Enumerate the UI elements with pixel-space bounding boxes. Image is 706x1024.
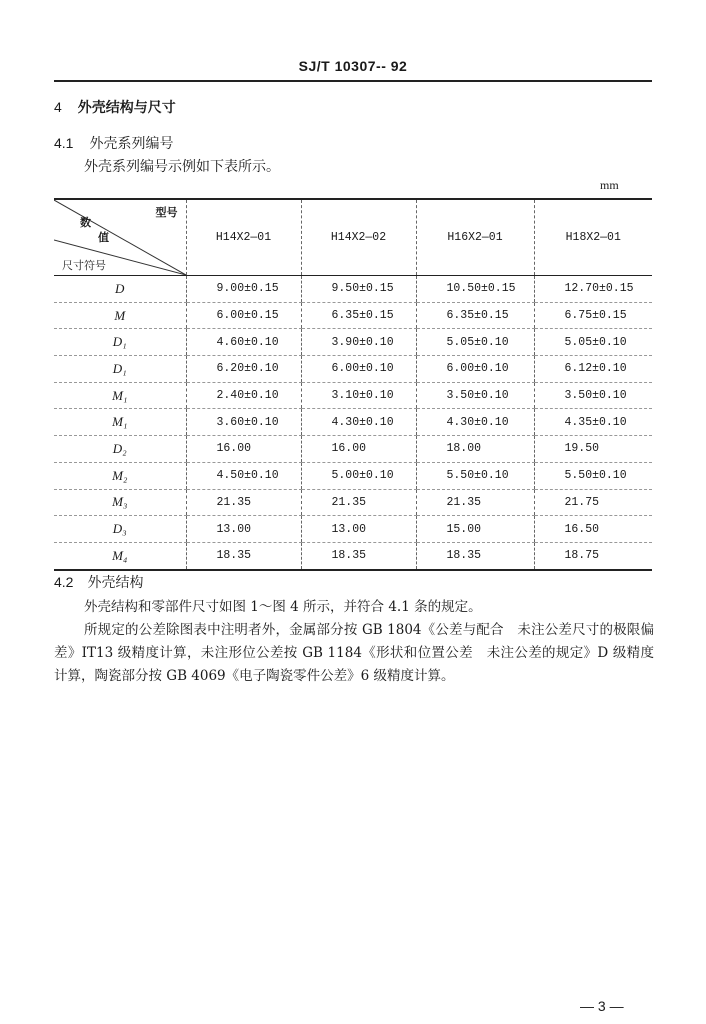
value-cell: 4.50±0.10 bbox=[186, 462, 301, 489]
value-cell: 3.10±0.10 bbox=[301, 382, 416, 409]
corner-label-value-2: 值 bbox=[98, 231, 109, 244]
value-cell: 18.35 bbox=[416, 542, 534, 569]
unit-label: mm bbox=[600, 178, 619, 192]
value-cell: 21.35 bbox=[416, 489, 534, 516]
table-row bbox=[54, 356, 652, 383]
value-cell: 18.75 bbox=[534, 542, 652, 569]
corner-label-symbol: 尺寸符号 bbox=[62, 259, 106, 272]
corner-label-model: 型号 bbox=[155, 206, 178, 219]
table-row bbox=[54, 516, 652, 543]
column-header: H14X2—02 bbox=[301, 199, 416, 276]
column-header: H14X2—01 bbox=[186, 199, 301, 276]
section-title: 外壳结构 bbox=[87, 575, 144, 591]
section-title: 外壳结构与尺寸 bbox=[77, 100, 176, 116]
dimensions-table bbox=[54, 198, 652, 571]
value-cell: 18.35 bbox=[301, 542, 416, 569]
value-cell: 4.35±0.10 bbox=[534, 409, 652, 436]
symbol-cell: M₂ bbox=[54, 462, 186, 489]
value-cell: 21.35 bbox=[301, 489, 416, 516]
standard-code: SJ/T 10307-- 92 bbox=[298, 58, 408, 74]
value-cell: 6.00±0.10 bbox=[301, 356, 416, 383]
value-cell: 4.30±0.10 bbox=[416, 409, 534, 436]
paragraph-tolerance: 所规定的公差除图表中注明者外，金属部分按 GB 1804《公差与配合 未注公差尺寸的极限偏差》IT13 级精度计算，未注形位公差按 GB 1184《形状和位置公差 未注公差的规定》D 级精度计算，陶瓷部分按 GB 4069《电子陶瓷零件公差》6 级精度计算。 bbox=[54, 622, 654, 684]
value-cell: 16.00 bbox=[186, 436, 301, 463]
value-cell: 6.00±0.15 bbox=[186, 302, 301, 329]
value-cell: 21.75 bbox=[534, 489, 652, 516]
value-cell: 3.60±0.10 bbox=[186, 409, 301, 436]
value-cell: 5.50±0.10 bbox=[534, 462, 652, 489]
symbol-cell: M₁ bbox=[54, 382, 186, 409]
value-cell: 21.35 bbox=[186, 489, 301, 516]
value-cell: 16.00 bbox=[301, 436, 416, 463]
value-cell: 19.50 bbox=[534, 436, 652, 463]
value-cell: 6.12±0.10 bbox=[534, 356, 652, 383]
value-cell: 13.00 bbox=[301, 516, 416, 543]
value-cell: 5.05±0.10 bbox=[416, 329, 534, 356]
value-cell: 6.35±0.15 bbox=[301, 302, 416, 329]
value-cell: 2.40±0.10 bbox=[186, 382, 301, 409]
table-header-row bbox=[54, 199, 652, 276]
symbol-cell: M₃ bbox=[54, 489, 186, 516]
value-cell: 13.00 bbox=[186, 516, 301, 543]
symbol-cell: M bbox=[54, 302, 186, 329]
value-cell: 3.50±0.10 bbox=[534, 382, 652, 409]
value-cell: 9.50±0.15 bbox=[301, 276, 416, 303]
header-rule bbox=[54, 80, 652, 82]
section-number: 4.2 bbox=[54, 574, 74, 590]
value-cell: 6.35±0.15 bbox=[416, 302, 534, 329]
symbol-cell: D₁ bbox=[54, 329, 186, 356]
symbol-cell: M₄ bbox=[54, 542, 186, 569]
value-cell: 6.75±0.15 bbox=[534, 302, 652, 329]
value-cell: 10.50±0.15 bbox=[416, 276, 534, 303]
value-cell: 3.90±0.10 bbox=[301, 329, 416, 356]
value-cell: 5.00±0.10 bbox=[301, 462, 416, 489]
paragraph-structure: 外壳结构和零部件尺寸如图 1～图 4 所示，并符合 4.1 条的规定。 bbox=[84, 599, 482, 615]
section-number: 4.1 bbox=[54, 135, 74, 151]
value-cell: 18.35 bbox=[186, 542, 301, 569]
value-cell: 12.70±0.15 bbox=[534, 276, 652, 303]
value-cell: 6.00±0.10 bbox=[416, 356, 534, 383]
table-row bbox=[54, 542, 652, 569]
symbol-cell: D₃ bbox=[54, 516, 186, 543]
table-row bbox=[54, 276, 652, 303]
column-header: H16X2—01 bbox=[416, 199, 534, 276]
section-4-1-heading bbox=[54, 133, 173, 153]
symbol-cell: D₁ bbox=[54, 356, 186, 383]
section-4-heading bbox=[54, 97, 176, 117]
value-cell: 18.00 bbox=[416, 436, 534, 463]
table-row bbox=[54, 382, 652, 409]
value-cell: 9.00±0.15 bbox=[186, 276, 301, 303]
table-row bbox=[54, 462, 652, 489]
table-row bbox=[54, 436, 652, 463]
table-row bbox=[54, 329, 652, 356]
value-cell: 5.05±0.10 bbox=[534, 329, 652, 356]
value-cell: 16.50 bbox=[534, 516, 652, 543]
section-4-2-heading bbox=[54, 572, 143, 592]
value-cell: 4.60±0.10 bbox=[186, 329, 301, 356]
symbol-cell: M₁ bbox=[54, 409, 186, 436]
corner-label-value-1: 数 bbox=[80, 216, 91, 229]
table-row bbox=[54, 409, 652, 436]
value-cell: 5.50±0.10 bbox=[416, 462, 534, 489]
intro-text: 外壳系列编号示例如下表所示。 bbox=[84, 159, 280, 175]
symbol-cell: D bbox=[54, 276, 186, 303]
diagonal-corner-cell bbox=[54, 199, 186, 276]
value-cell: 4.30±0.10 bbox=[301, 409, 416, 436]
column-header: H18X2—01 bbox=[534, 199, 652, 276]
symbol-cell: D₂ bbox=[54, 436, 186, 463]
value-cell: 6.20±0.10 bbox=[186, 356, 301, 383]
page-number: — 3 — bbox=[580, 998, 624, 1014]
section-title: 外壳系列编号 bbox=[89, 136, 174, 152]
table-row bbox=[54, 489, 652, 516]
section-number: 4 bbox=[54, 99, 62, 115]
value-cell: 3.50±0.10 bbox=[416, 382, 534, 409]
table-row bbox=[54, 302, 652, 329]
value-cell: 15.00 bbox=[416, 516, 534, 543]
